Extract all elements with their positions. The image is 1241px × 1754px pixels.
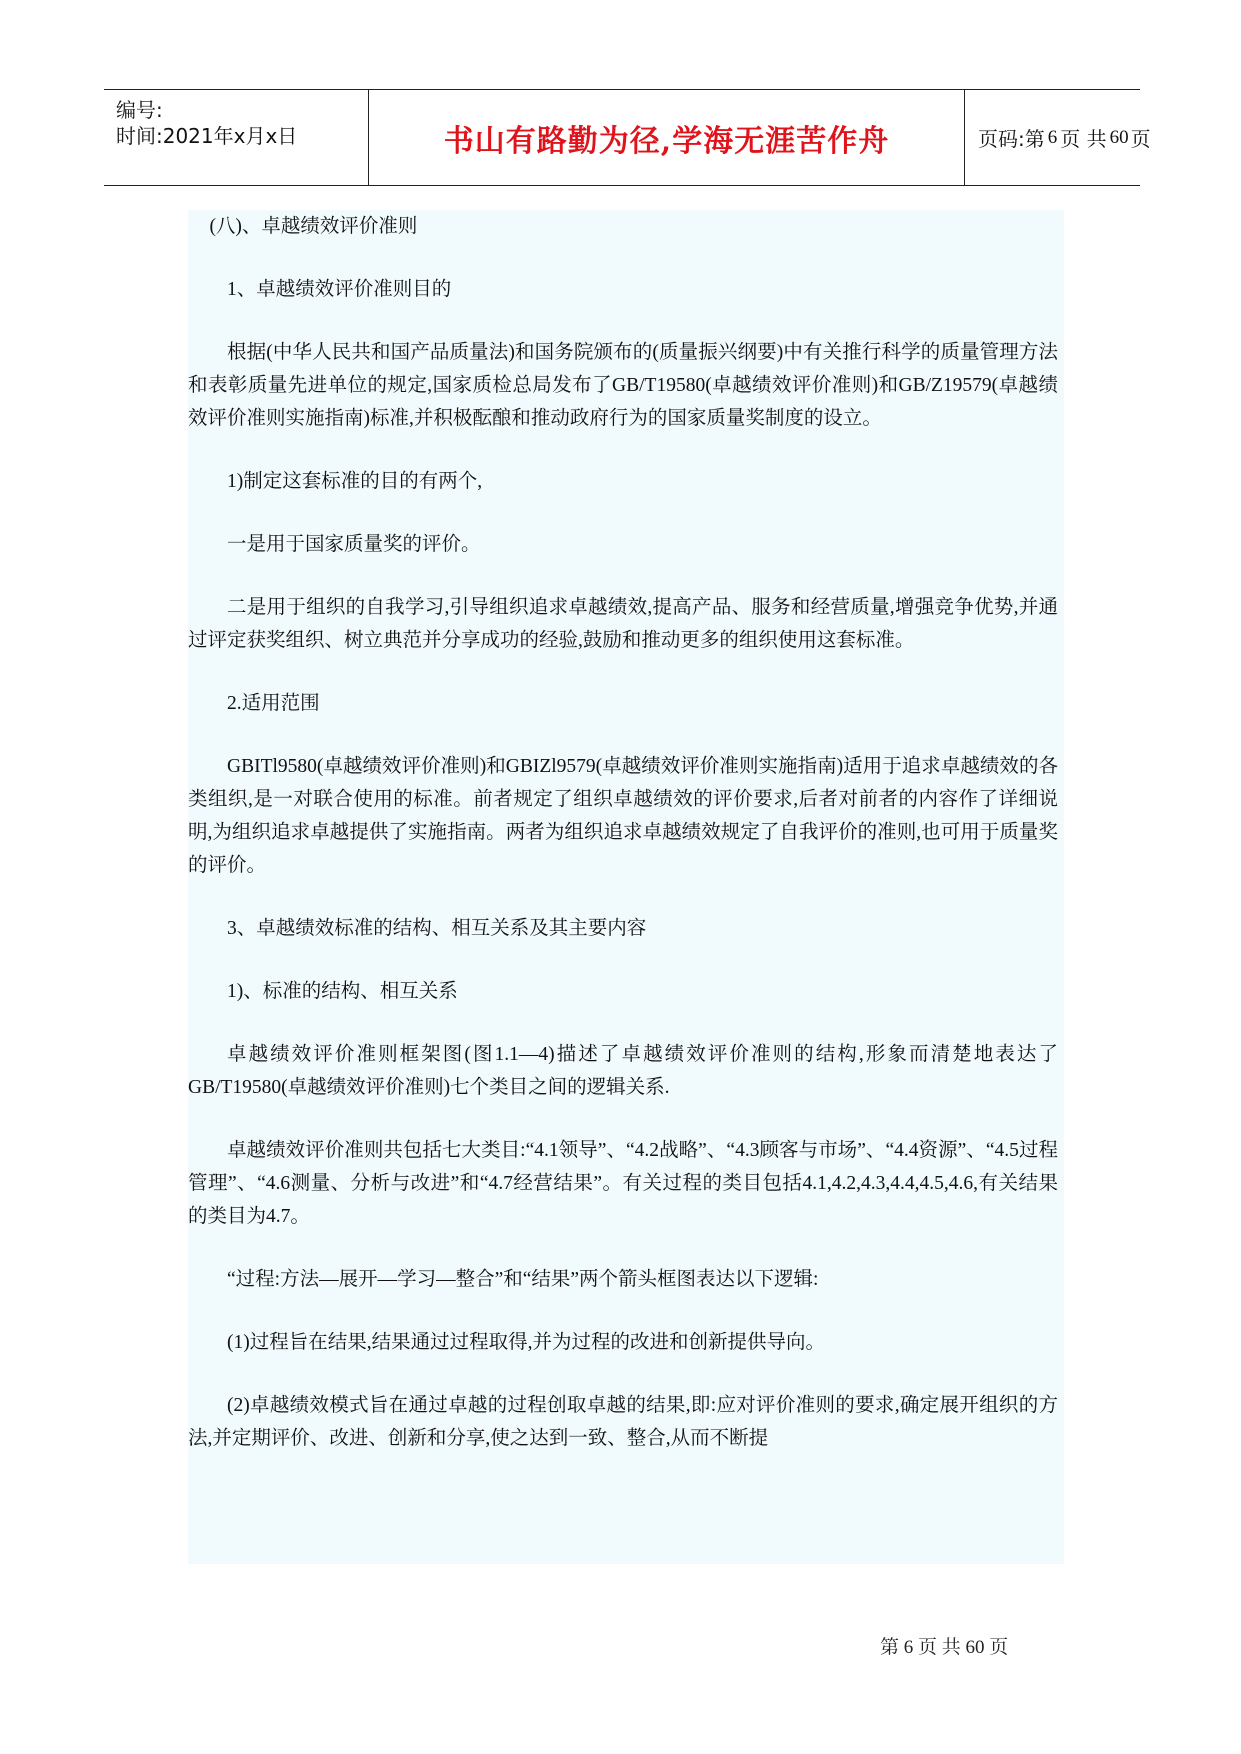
document-body [188, 210, 1058, 1455]
header-page-number [966, 90, 1151, 185]
paragraph-background: 根据(中华人民共和国产品质量法)和国务院颁布的(质量振兴纲要)中有关推行科学的质量管理方法和表彰质量先进单位的规定,国家质检总局发布了GB/T19580(卓越绩效评价准则)和GB/Z19579(卓越绩效评价准则实施指南)标准,并积极酝酿和推动政府行为的国家质量奖制度的设立。 [188, 342, 1058, 429]
section-heading-8: (八)、卓越绩效评价准则 [209, 216, 418, 237]
paragraph-logic-1: (1)过程旨在结果,结果通过过程取得,并为过程的改进和创新提供导向。 [227, 1332, 825, 1353]
paragraph-two-purposes: 1)制定这套标准的目的有两个, [227, 471, 483, 492]
subsection-heading-scope: 2.适用范围 [227, 693, 320, 714]
paragraph-purpose-one: 一是用于国家质量奖的评价。 [227, 534, 481, 555]
subsection-heading-relations: 1)、标准的结构、相互关系 [227, 981, 458, 1002]
paragraph-scope: GBITl9580(卓越绩效评价准则)和GBIZl9579(卓越绩效评价准则实施指南)适用于追求卓越绩效的各类组织,是一对联合使用的标准。前者规定了组织卓越绩效的评价要求,后者对前者的内容作了详细说明,为组织追求卓越提供了实施指南。两者为组织追求卓越绩效规定了自我评价的准则,也可用于质量奖的评价。 [188, 756, 1058, 876]
paragraph-arrow-logic: “过程:方法—展开—学习—整合”和“结果”两个箭头框图表达以下逻辑: [227, 1269, 819, 1290]
page-total: 60 [1109, 126, 1129, 148]
subsection-heading-purpose: 1、卓越绩效评价准则目的 [227, 279, 452, 300]
page-header [104, 89, 1151, 186]
serial-label: 编号: [116, 98, 163, 122]
subsection-heading-structure: 3、卓越绩效标准的结构、相互关系及其主要内容 [227, 918, 647, 939]
header-meta-cell [104, 90, 369, 185]
page-mid: 页 共 [1060, 127, 1107, 151]
header-motto: 书山有路勤为径,学海无涯苦作舟 [369, 90, 965, 185]
paragraph-framework: 卓越绩效评价准则框架图(图1.1—4)描述了卓越绩效评价准则的结构,形象而清楚地表达了GB/T19580(卓越绩效评价准则)七个类目之间的逻辑关系. [188, 1044, 1058, 1098]
paragraph-logic-2: (2)卓越绩效模式旨在通过卓越的过程创取卓越的结果,即:应对评价准则的要求,确定展开组织的方法,并定期评价、改进、创新和分享,使之达到一致、整合,从而不断提 [188, 1395, 1058, 1449]
page-suffix: 页 [1130, 127, 1151, 151]
page-footer: 第 6 页 共 60 页 [880, 1637, 1009, 1658]
time-label: 时间:2021年x月x日 [116, 124, 298, 148]
page-prefix: 页码:第 [978, 127, 1045, 151]
page-current: 6 [1047, 126, 1058, 148]
paragraph-seven-categories: 卓越绩效评价准则共包括七大类目:“4.1领导”、“4.2战略”、“4.3顾客与市场”、“4.4资源”、“4.5过程管理”、“4.6测量、分析与改进”和“4.7经营结果”。有关过程的类目包括4.1,4.2,4.3,4.4,4.5,4.6,有关结果的类目为4.7。 [188, 1140, 1058, 1227]
paragraph-purpose-two: 二是用于组织的自我学习,引导组织追求卓越绩效,提高产品、服务和经营质量,增强竞争优势,并通过评定获奖组织、树立典范并分享成功的经验,鼓励和推动更多的组织使用这套标准。 [188, 597, 1058, 651]
